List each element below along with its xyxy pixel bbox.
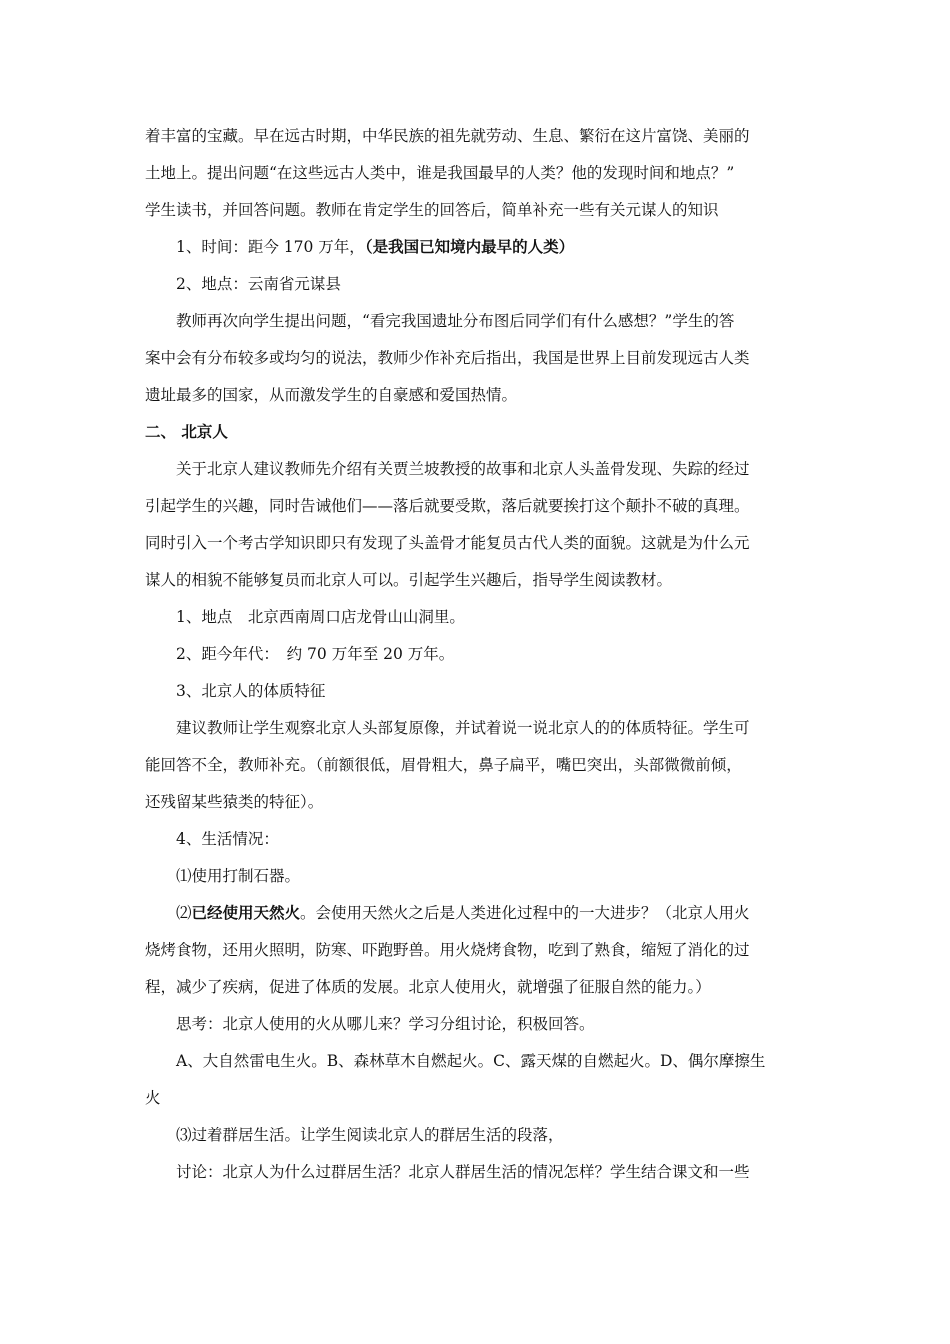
sub-item-fire xyxy=(145,895,810,932)
paragraph-line: 建议教师让学生观察北京人头部复原像，并试着说一说北京人的的体质特征。学生可 xyxy=(176,719,750,737)
list-item-features: 3、北京人的体质特征 xyxy=(176,682,326,700)
paragraph-line: 学生读书，并回答问题。教师在肯定学生的回答后，简单补充一些有关元谋人的知识 xyxy=(145,201,719,219)
fire-emphasis: 已经使用天然火 xyxy=(191,904,301,922)
paragraph-line: 教师再次向学生提出问题，“看完我国遗址分布图后同学们有什么感想？”学生的答 xyxy=(176,312,735,330)
discussion-line: 讨论：北京人为什么过群居生活？北京人群居生活的情况怎样？学生结合课文和一些 xyxy=(176,1163,750,1181)
thinking-question: 思考：北京人使用的火从哪儿来？学习分组讨论，积极回答。 xyxy=(176,1015,595,1033)
paragraph-line: 还残留某些猿类的特征）。 xyxy=(145,793,324,811)
fire-marker: ⑵ xyxy=(176,904,192,922)
paragraph-line: 同时引入一个考古学知识即只有发现了头盖骨才能复员古代人类的面貌。这就是为什么元 xyxy=(145,534,750,552)
paragraph-line: 烧烤食物，还用火照明，防寒、吓跑野兽。用火烧烤食物，吃到了熟食，缩短了消化的过 xyxy=(145,941,750,959)
paragraph-line: 引起学生的兴趣，同时告诫他们——落后就要受欺，落后就要挨打这个颠扑不破的真理。 xyxy=(145,497,750,515)
section-heading: 二、 北京人 xyxy=(145,423,228,441)
sub-item-group-life: ⑶过着群居生活。让学生阅读北京人的群居生活的段落， xyxy=(176,1126,564,1144)
document-body xyxy=(145,118,810,1191)
list-item-location: 2、地点：云南省元谋县 xyxy=(176,275,341,293)
sub-item-tools: ⑴使用打制石器。 xyxy=(176,867,301,885)
list-item-life: 4、生活情况： xyxy=(176,830,279,848)
paragraph-line: 案中会有分布较多或均匀的说法，教师少作补充后指出，我国是世界上目前发现远古人类 xyxy=(145,349,750,367)
time-emphasis: （是我国已知境内最早的人类） xyxy=(364,238,575,256)
fire-text: 。会使用天然火之后是人类进化过程中的一大进步？（北京人用火 xyxy=(300,904,750,922)
paragraph-line: 能回答不全，教师补充。（前额很低，眉骨粗大，鼻子扁平，嘴巴突出，头部微微前倾， xyxy=(145,756,742,774)
list-item-time xyxy=(145,229,810,266)
list-item-age: 2、距今年代： 约 70 万年至 20 万年。 xyxy=(176,645,455,663)
paragraph-line: 谋人的相貌不能够复员而北京人可以。引起学生兴趣后，指导学生阅读教材。 xyxy=(145,571,673,589)
time-text: 1、时间：距今 170 万年， xyxy=(176,238,365,256)
paragraph-line: 遗址最多的国家，从而激发学生的自豪感和爱国热情。 xyxy=(145,386,518,404)
answer-options: A、大自然雷电生火。B、森林草木自燃起火。C、露天煤的自燃起火。D、偶尔摩擦生 xyxy=(176,1052,766,1070)
paragraph-line: 程，减少了疾病，促进了体质的发展。北京人使用火，就增强了征服自然的能力。） xyxy=(145,978,711,996)
paragraph-line: 着丰富的宝藏。早在远古时期，中华民族的祖先就劳动、生息、繁衍在这片富饶、美丽的 xyxy=(145,127,750,145)
paragraph-line: 关于北京人建议教师先介绍有关贾兰坡教授的故事和北京人头盖骨发现、失踪的经过 xyxy=(176,460,750,478)
paragraph-line: 土地上。提出问题“在这些远古人类中，谁是我国最早的人类？他的发现时间和地点？” xyxy=(145,164,735,182)
list-item-location: 1、地点 北京西南周口店龙骨山山洞里。 xyxy=(176,608,465,626)
paragraph-line: 火 xyxy=(145,1089,161,1107)
